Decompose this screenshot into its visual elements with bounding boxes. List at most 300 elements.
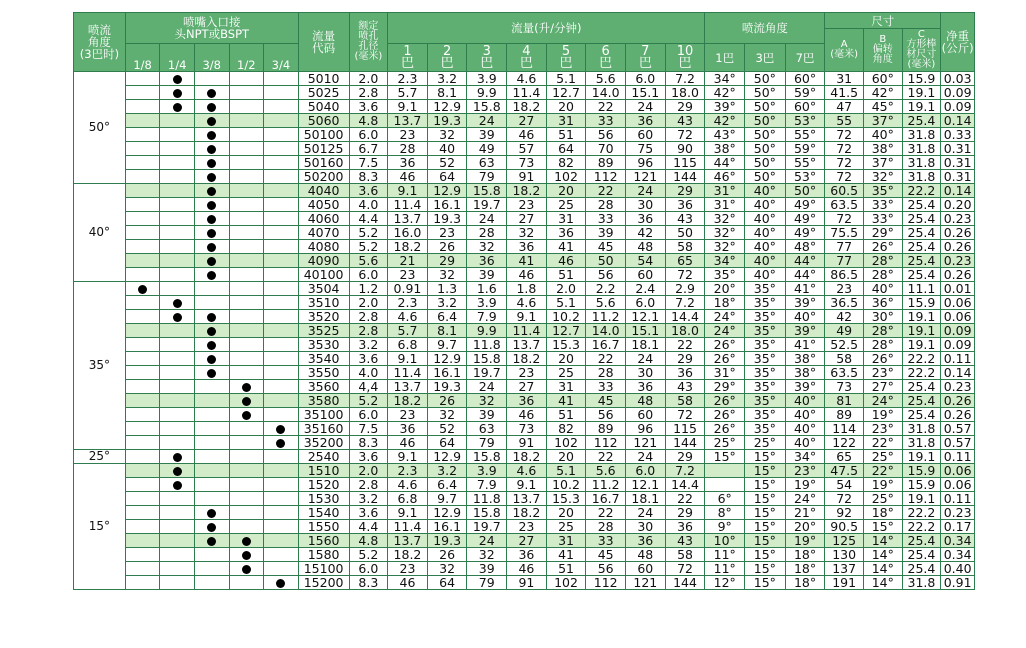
spray-angle-value-cell: 24°: [705, 324, 745, 338]
flow-cell: 91: [507, 576, 547, 590]
inlet-size-cell: [264, 352, 299, 366]
dim-b-cell: 24°: [863, 394, 902, 408]
flow-cell: 73: [507, 156, 547, 170]
flow-cell: 11.4: [388, 198, 428, 212]
flow-cell: 33: [586, 380, 626, 394]
flow-cell: 30: [626, 520, 666, 534]
inlet-size-cell: [125, 436, 160, 450]
orifice-cell: 1.2: [349, 282, 388, 296]
orifice-cell: 3.2: [349, 338, 388, 352]
dim-a-cell: 72: [825, 492, 864, 506]
inlet-size-cell: [229, 156, 264, 170]
inlet-size-cell: [194, 520, 229, 534]
weight-cell: 0.26: [941, 226, 975, 240]
weight-cell: 0.09: [941, 86, 975, 100]
dim-c-cell: 19.1: [902, 338, 941, 352]
spray-angle-value-cell: 44°: [785, 254, 825, 268]
flow-cell: 11.4: [388, 520, 428, 534]
dim-a-cell: 77: [825, 240, 864, 254]
flow-cell: 22: [665, 492, 705, 506]
inlet-size-cell: [160, 562, 195, 576]
spray-angle-value-cell: 21°: [785, 506, 825, 520]
flow-cell: 46: [546, 254, 586, 268]
spray-angle-value-cell: 15°: [745, 520, 786, 534]
spray-angle-value-cell: 59°: [785, 86, 825, 100]
flow-cell: 24: [626, 450, 666, 464]
dim-b-cell: 14°: [863, 562, 902, 576]
flow-cell: 79: [467, 436, 507, 450]
spray-angle-value-cell: 15°: [745, 506, 786, 520]
inlet-size-cell: [264, 324, 299, 338]
header-inlet-size: 1/8: [125, 44, 160, 72]
availability-dot: [207, 173, 216, 182]
dim-c-cell: 11.1: [902, 282, 941, 296]
weight-cell: 0.31: [941, 170, 975, 184]
flow-cell: 56: [586, 268, 626, 282]
dim-a-cell: 125: [825, 534, 864, 548]
spray-angle-value-cell: 50°: [745, 156, 786, 170]
dim-b-cell: 19°: [863, 408, 902, 422]
spray-angle-value-cell: 32°: [705, 226, 745, 240]
spray-angle-value-cell: 6°: [705, 492, 745, 506]
inlet-size-cell: [194, 240, 229, 254]
dim-a-cell: 52.5: [825, 338, 864, 352]
flow-cell: 14.4: [665, 478, 705, 492]
availability-dot: [207, 271, 216, 280]
flow-cell: 46: [507, 268, 547, 282]
dim-a-cell: 36.5: [825, 296, 864, 310]
orifice-cell: 5.2: [349, 240, 388, 254]
inlet-size-cell: [264, 548, 299, 562]
table-row: [74, 338, 975, 352]
inlet-size-cell: [264, 576, 299, 590]
table-row: [74, 450, 975, 464]
spray-angle-value-cell: 12°: [705, 576, 745, 590]
flow-cell: 51: [546, 562, 586, 576]
spray-angle-value-cell: 31°: [705, 198, 745, 212]
inlet-size-cell: [229, 226, 264, 240]
inlet-size-cell: [160, 422, 195, 436]
inlet-size-cell: [160, 548, 195, 562]
inlet-size-cell: [264, 366, 299, 380]
spray-angle-value-cell: 20°: [785, 520, 825, 534]
inlet-size-cell: [160, 170, 195, 184]
table-row: [74, 100, 975, 114]
inlet-size-cell: [264, 296, 299, 310]
flow-cell: 20: [546, 450, 586, 464]
inlet-size-cell: [229, 128, 264, 142]
flow-cell: 2.3: [388, 72, 428, 86]
inlet-size-cell: [229, 534, 264, 548]
inlet-size-cell: [125, 212, 160, 226]
spray-angle-value-cell: 40°: [745, 184, 786, 198]
inlet-size-cell: [264, 170, 299, 184]
spray-angle-value-cell: 34°: [785, 450, 825, 464]
flow-code-cell: 4050: [298, 198, 349, 212]
flow-cell: 51: [546, 408, 586, 422]
flow-cell: 57: [507, 142, 547, 156]
spray-angle-value-cell: 35°: [745, 352, 786, 366]
flow-cell: 23: [388, 128, 428, 142]
flow-cell: 3.2: [427, 464, 467, 478]
flow-cell: 13.7: [388, 534, 428, 548]
availability-dot: [207, 537, 216, 546]
dim-c-cell: 25.4: [902, 114, 941, 128]
flow-code-cell: 50200: [298, 170, 349, 184]
flow-cell: 36: [665, 198, 705, 212]
flow-cell: 6.4: [427, 310, 467, 324]
flow-cell: 41: [507, 254, 547, 268]
inlet-size-cell: [160, 324, 195, 338]
dim-a-cell: 122: [825, 436, 864, 450]
spray-angle-value-cell: 18°: [785, 562, 825, 576]
weight-cell: 0.34: [941, 534, 975, 548]
inlet-size-cell: [194, 156, 229, 170]
weight-cell: 0.26: [941, 394, 975, 408]
flow-cell: 121: [626, 170, 666, 184]
spray-angle-value-cell: 29°: [705, 380, 745, 394]
flow-cell: 18.2: [507, 184, 547, 198]
spray-angle-value-cell: 23°: [785, 464, 825, 478]
orifice-cell: 6.0: [349, 128, 388, 142]
inlet-size-cell: [160, 380, 195, 394]
flow-code-cell: 3504: [298, 282, 349, 296]
inlet-size-cell: [229, 352, 264, 366]
availability-dot: [207, 145, 216, 154]
inlet-size-cell: [125, 254, 160, 268]
dim-c-cell: 22.2: [902, 352, 941, 366]
flow-cell: 1.8: [507, 282, 547, 296]
spray-angle-value-cell: 35°: [745, 422, 786, 436]
dim-b-cell: 28°: [863, 268, 902, 282]
flow-cell: 36: [626, 212, 666, 226]
flow-cell: 102: [546, 436, 586, 450]
inlet-size-cell: [194, 366, 229, 380]
flow-cell: 63: [467, 156, 507, 170]
inlet-size-cell: [125, 492, 160, 506]
dim-c-cell: 22.2: [902, 520, 941, 534]
flow-cell: 63: [467, 422, 507, 436]
inlet-size-cell: [160, 296, 195, 310]
flow-code-cell: 1580: [298, 548, 349, 562]
flow-cell: 33: [586, 212, 626, 226]
inlet-size-cell: [125, 128, 160, 142]
table-row: [74, 576, 975, 590]
flow-cell: 13.7: [388, 114, 428, 128]
inlet-size-cell: [194, 254, 229, 268]
spray-angle-value-cell: 15°: [745, 478, 786, 492]
dim-c-cell: 25.4: [902, 240, 941, 254]
inlet-size-cell: [264, 142, 299, 156]
flow-cell: 46: [507, 408, 547, 422]
flow-cell: 15.3: [546, 338, 586, 352]
dim-a-cell: 77: [825, 254, 864, 268]
flow-cell: 9.1: [388, 450, 428, 464]
spray-angle-value-cell: 31°: [705, 184, 745, 198]
header-pressure: 4 巴: [507, 44, 547, 72]
dim-b-cell: 45°: [863, 100, 902, 114]
spray-angle-value-cell: 35°: [705, 268, 745, 282]
spray-angle-value-cell: 35°: [745, 366, 786, 380]
spray-angle-value-cell: 49°: [785, 198, 825, 212]
flow-cell: 16.1: [427, 366, 467, 380]
spray-angle-value-cell: 40°: [745, 226, 786, 240]
flow-cell: 112: [586, 170, 626, 184]
inlet-size-cell: [125, 534, 160, 548]
spray-angle-value-cell: 40°: [745, 240, 786, 254]
table-row: [74, 436, 975, 450]
spray-angle-value-cell: 32°: [705, 212, 745, 226]
flow-cell: 79: [467, 170, 507, 184]
inlet-size-cell: [229, 576, 264, 590]
orifice-cell: 2.0: [349, 72, 388, 86]
flow-cell: 25: [546, 198, 586, 212]
spray-angle-value-cell: [705, 464, 745, 478]
dim-a-cell: 191: [825, 576, 864, 590]
dim-b-cell: 33°: [863, 198, 902, 212]
flow-cell: 29: [665, 450, 705, 464]
header-pressure: 1 巴: [388, 44, 428, 72]
dim-a-cell: 60.5: [825, 184, 864, 198]
flow-cell: 60: [626, 128, 666, 142]
orifice-cell: 4,4: [349, 380, 388, 394]
flow-cell: 5.1: [546, 72, 586, 86]
flow-code-cell: 50125: [298, 142, 349, 156]
dim-b-cell: 18°: [863, 506, 902, 520]
flow-cell: 75: [626, 142, 666, 156]
inlet-size-cell: [194, 394, 229, 408]
table-row: [74, 562, 975, 576]
flow-code-cell: 40100: [298, 268, 349, 282]
dim-b-cell: 23°: [863, 422, 902, 436]
availability-dot: [276, 579, 285, 588]
inlet-size-cell: [194, 310, 229, 324]
flow-code-cell: 3550: [298, 366, 349, 380]
flow-code-cell: 50160: [298, 156, 349, 170]
flow-cell: 0.91: [388, 282, 428, 296]
inlet-size-cell: [229, 296, 264, 310]
inlet-size-cell: [229, 408, 264, 422]
flow-cell: 3.2: [427, 72, 467, 86]
availability-dot: [242, 383, 251, 392]
inlet-size-cell: [229, 422, 264, 436]
inlet-size-cell: [125, 282, 160, 296]
dim-a-cell: 54: [825, 478, 864, 492]
spray-angle-cell: 40°: [74, 184, 126, 282]
spray-angle-value-cell: 35°: [745, 394, 786, 408]
flow-cell: 25: [546, 366, 586, 380]
flow-cell: 23: [507, 366, 547, 380]
weight-cell: 0.14: [941, 184, 975, 198]
inlet-size-cell: [194, 352, 229, 366]
header-orifice: 额定 喷孔 孔径 (毫米): [349, 13, 388, 72]
flow-cell: 7.9: [467, 478, 507, 492]
inlet-size-cell: [229, 198, 264, 212]
inlet-size-cell: [194, 436, 229, 450]
flow-cell: 18.2: [507, 100, 547, 114]
spray-angle-value-cell: 15°: [745, 464, 786, 478]
table-row: [74, 212, 975, 226]
flow-code-cell: 2540: [298, 450, 349, 464]
flow-cell: 3.9: [467, 464, 507, 478]
inlet-size-cell: [229, 380, 264, 394]
dim-c-cell: 25.4: [902, 198, 941, 212]
flow-cell: 2.2: [586, 282, 626, 296]
flow-cell: 102: [546, 576, 586, 590]
inlet-size-cell: [125, 324, 160, 338]
flow-cell: 2.9: [665, 282, 705, 296]
flow-cell: 3.9: [467, 296, 507, 310]
inlet-size-cell: [264, 212, 299, 226]
flow-cell: 45: [586, 548, 626, 562]
flow-cell: 144: [665, 436, 705, 450]
spray-angle-value-cell: 40°: [785, 436, 825, 450]
flow-cell: 3.9: [467, 72, 507, 86]
table-row: [74, 296, 975, 310]
inlet-size-cell: [125, 422, 160, 436]
weight-cell: 0.06: [941, 464, 975, 478]
spray-angle-value-cell: 59°: [785, 142, 825, 156]
inlet-size-cell: [125, 100, 160, 114]
header-pressure: 2 巴: [427, 44, 467, 72]
flow-cell: 36: [507, 240, 547, 254]
dim-a-cell: 65: [825, 450, 864, 464]
flow-code-cell: 3560: [298, 380, 349, 394]
spray-angle-value-cell: 19°: [785, 478, 825, 492]
inlet-size-cell: [194, 464, 229, 478]
availability-dot: [173, 299, 182, 308]
header-flow-rate: 流量(升/分钟): [388, 13, 705, 44]
dim-c-cell: 25.4: [902, 394, 941, 408]
spray-angle-value-cell: 26°: [705, 422, 745, 436]
inlet-size-cell: [125, 86, 160, 100]
availability-dot: [207, 187, 216, 196]
inlet-size-cell: [264, 506, 299, 520]
flow-cell: 11.8: [467, 338, 507, 352]
spray-angle-value-cell: 40°: [745, 268, 786, 282]
flow-cell: 36: [546, 226, 586, 240]
flow-cell: 26: [427, 240, 467, 254]
spray-angle-value-cell: 18°: [705, 296, 745, 310]
dim-b-cell: 35°: [863, 184, 902, 198]
table-row: [74, 408, 975, 422]
flow-cell: 29: [665, 506, 705, 520]
inlet-size-cell: [229, 114, 264, 128]
inlet-size-cell: [264, 492, 299, 506]
inlet-size-cell: [125, 352, 160, 366]
flow-code-cell: 5060: [298, 114, 349, 128]
inlet-size-cell: [125, 156, 160, 170]
flow-cell: 4.6: [388, 478, 428, 492]
header-pressure: 5 巴: [546, 44, 586, 72]
dim-c-cell: 25.4: [902, 562, 941, 576]
flow-cell: 15.1: [626, 86, 666, 100]
availability-dot: [207, 229, 216, 238]
inlet-size-cell: [194, 380, 229, 394]
flow-cell: 5.6: [586, 72, 626, 86]
header-angle-pressure: 3巴: [745, 44, 786, 72]
inlet-size-cell: [125, 338, 160, 352]
dim-b-cell: 14°: [863, 548, 902, 562]
flow-cell: 48: [626, 240, 666, 254]
inlet-size-cell: [160, 338, 195, 352]
flow-cell: 11.4: [507, 324, 547, 338]
spray-angle-value-cell: 39°: [785, 380, 825, 394]
availability-dot: [242, 551, 251, 560]
flow-cell: 12.7: [546, 324, 586, 338]
flow-cell: 42: [626, 226, 666, 240]
inlet-size-cell: [229, 562, 264, 576]
flow-cell: 45: [586, 394, 626, 408]
flow-cell: 16.1: [427, 198, 467, 212]
flow-cell: 18.1: [626, 492, 666, 506]
orifice-cell: 6.0: [349, 268, 388, 282]
dim-a-cell: 73: [825, 380, 864, 394]
flow-cell: 5.1: [546, 296, 586, 310]
orifice-cell: 5.6: [349, 254, 388, 268]
inlet-size-cell: [194, 86, 229, 100]
flow-cell: 12.9: [427, 100, 467, 114]
table-row: [74, 534, 975, 548]
flow-cell: 41: [546, 240, 586, 254]
inlet-size-cell: [125, 562, 160, 576]
inlet-size-cell: [264, 408, 299, 422]
availability-dot: [173, 313, 182, 322]
dim-a-cell: 72: [825, 128, 864, 142]
inlet-size-cell: [125, 380, 160, 394]
inlet-size-cell: [229, 100, 264, 114]
flow-cell: 90: [665, 142, 705, 156]
dim-b-cell: 28°: [863, 338, 902, 352]
header-inlet-size: 3/8: [194, 44, 229, 72]
flow-cell: 24: [467, 534, 507, 548]
inlet-size-cell: [125, 226, 160, 240]
weight-cell: 0.06: [941, 296, 975, 310]
flow-cell: 18.2: [507, 450, 547, 464]
availability-dot: [207, 509, 216, 518]
flow-cell: 32: [427, 408, 467, 422]
spray-angle-value-cell: 50°: [785, 184, 825, 198]
flow-cell: 19.3: [427, 534, 467, 548]
table-row: [74, 240, 975, 254]
inlet-size-cell: [229, 548, 264, 562]
flow-cell: 36: [388, 156, 428, 170]
flow-cell: 15.8: [467, 184, 507, 198]
flow-cell: 23: [388, 268, 428, 282]
dim-c-cell: 31.8: [902, 436, 941, 450]
table-row: [74, 366, 975, 380]
weight-cell: 0.57: [941, 436, 975, 450]
inlet-size-cell: [160, 492, 195, 506]
flow-cell: 56: [586, 562, 626, 576]
dim-b-cell: 60°: [863, 72, 902, 86]
flow-cell: 30: [626, 198, 666, 212]
flow-cell: 19.7: [467, 520, 507, 534]
table-row: [74, 254, 975, 268]
orifice-cell: 3.6: [349, 506, 388, 520]
flow-cell: 43: [665, 534, 705, 548]
dim-b-cell: 26°: [863, 352, 902, 366]
flow-cell: 3.2: [427, 296, 467, 310]
inlet-size-cell: [229, 268, 264, 282]
spray-angle-value-cell: 35°: [745, 310, 786, 324]
flow-cell: 19.3: [427, 212, 467, 226]
spray-angle-value-cell: 26°: [705, 338, 745, 352]
table-row: [74, 142, 975, 156]
table-row: [74, 506, 975, 520]
flow-code-cell: 3580: [298, 394, 349, 408]
inlet-size-cell: [264, 282, 299, 296]
